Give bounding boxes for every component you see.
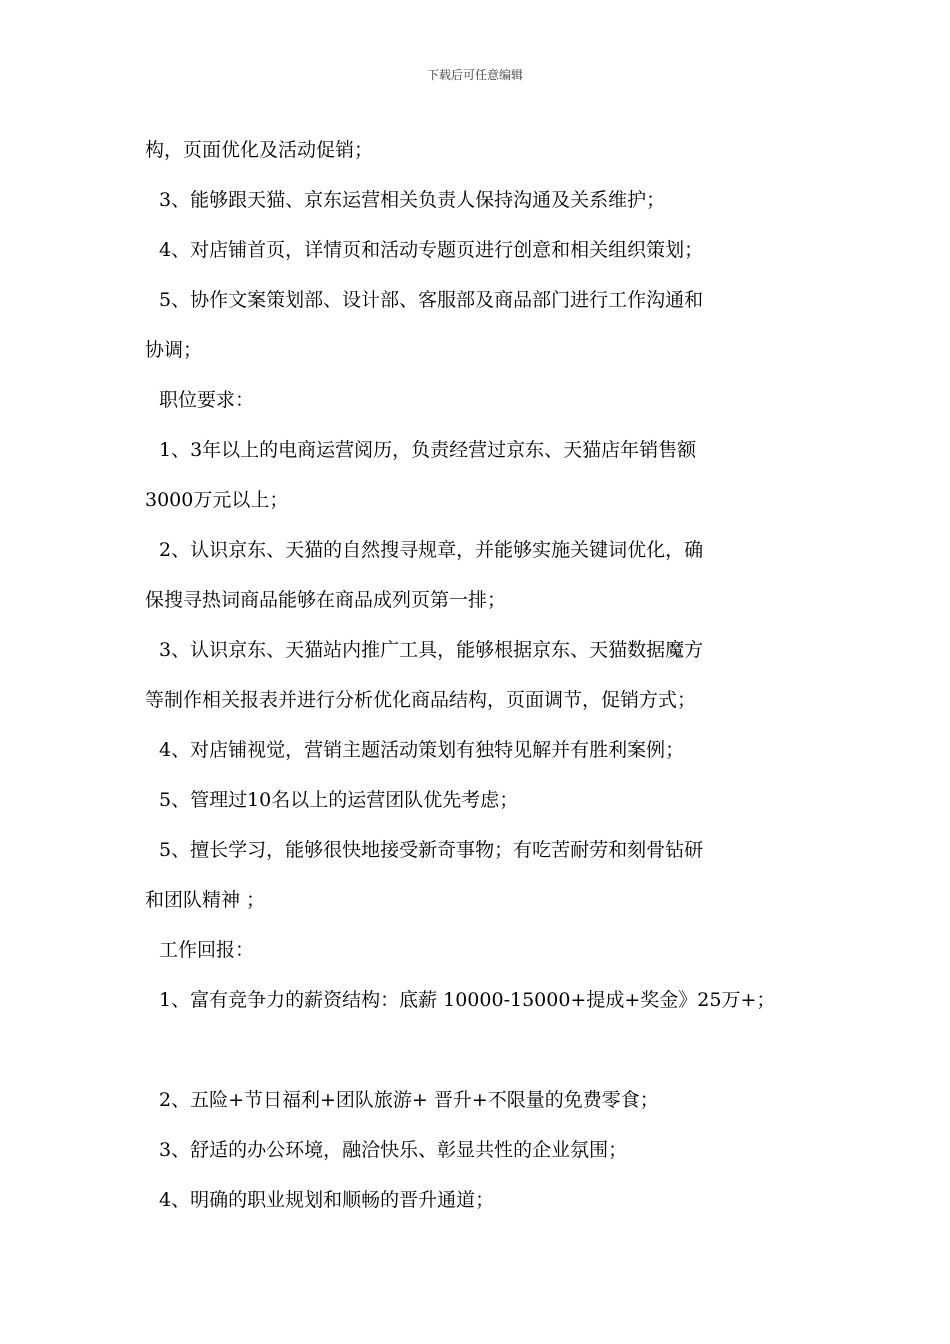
paragraph-line: 2、五险+节日福利+团队旅游+ 晋升+不限量的免费零食；: [159, 1089, 659, 1111]
paragraph-line: 5、协作文案策划部、设计部、客服部及商品部门进行工作沟通和: [159, 289, 704, 311]
paragraph-line: 3000万元以上；: [145, 489, 289, 511]
paragraph-line: 3、认识京东、天猫站内推广工具，能够根据京东、天猫数据魔方: [159, 639, 704, 661]
paragraph-line: 5、擅长学习，能够很快地接受新奇事物；有吃苦耐劳和刻骨钻研: [159, 839, 704, 861]
paragraph-line: 保搜寻热词商品能够在商品成列页第一排；: [145, 589, 507, 611]
paragraph-line: 1、3年以上的电商运营阅历，负责经营过京东、天猫店年销售额: [159, 439, 697, 461]
section-heading: 工作回报：: [159, 939, 255, 961]
paragraph-line: 等制作相关报表并进行分析优化商品结构，页面调节，促销方式；: [145, 689, 697, 711]
paragraph-line: 构，页面优化及活动促销；: [145, 139, 374, 161]
section-heading: 职位要求：: [159, 389, 255, 411]
paragraph-line: 2、认识京东、天猫的自然搜寻规章，并能够实施关键词优化，确: [159, 539, 704, 561]
paragraph-line: 协调；: [145, 339, 203, 361]
paragraph-line: 4、明确的职业规划和顺畅的晋升通道；: [159, 1189, 495, 1211]
document-body: [145, 130, 825, 1230]
paragraph-line: 3、能够跟天猫、京东运营相关负责人保持沟通及关系维护；: [159, 189, 666, 211]
paragraph-line: 和团队精神 ；: [145, 889, 266, 911]
paragraph-line: 4、对店铺首页，详情页和活动专题页进行创意和相关组织策划；: [159, 239, 704, 261]
page-header-note: 下载后可任意编辑: [426, 68, 523, 82]
paragraph-line: 3、舒适的办公环境，融洽快乐、彰显共性的企业氛围；: [159, 1139, 628, 1161]
paragraph-line: 4、对店铺视觉，营销主题活动策划有独特见解并有胜利案例；: [159, 739, 685, 761]
paragraph-line: 5、管理过10名以上的运营团队优先考虑；: [159, 789, 519, 811]
paragraph-line: 1、富有竞争力的薪资结构：底薪 10000-15000+提成+奖金》25万+；: [159, 989, 776, 1011]
